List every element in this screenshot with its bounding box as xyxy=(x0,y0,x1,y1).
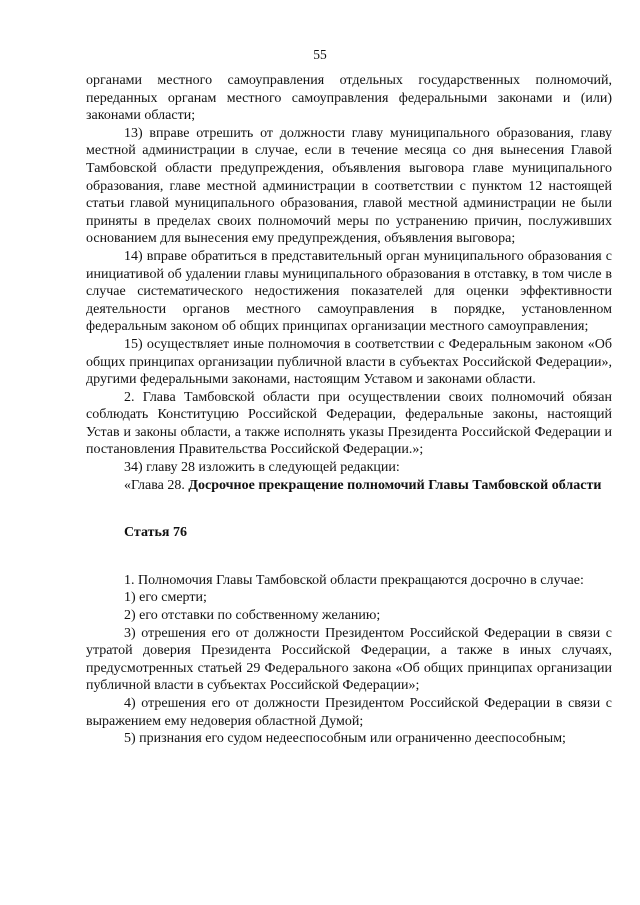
paragraph-item-15: 15) осуществляет иные полномочия в соответствии с Федеральным законом «Об общих принципах организации публичной власти в субъектах Российской Федерации», другими федеральными законами, настоящим Уставом и законами области. xyxy=(86,336,612,388)
article-heading: Статья 76 xyxy=(124,525,187,541)
paragraph-case-2: 2) его отставки по собственному желанию; xyxy=(124,608,381,624)
paragraph-part-2: 2. Глава Тамбовской области при осуществлении своих полномочий обязан соблюдать Конституцию Российской Федерации, федеральные законы, настоящий Устав и законы области, а также исполнять указы Президента Российской Федерации и постановления Правительства Российской Федерации.»; xyxy=(86,389,612,458)
chapter-title: Досрочное прекращение полномочий Главы Тамбовской области xyxy=(188,477,602,493)
paragraph-continuation: органами местного самоуправления отдельных государственных полномочий, переданных органам местного самоуправления федеральными законами и (или) законами области; xyxy=(86,73,612,124)
paragraph-case-5: 5) признания его судом недееспособным или ограниченно дееспособным; xyxy=(124,731,566,747)
chapter-heading xyxy=(86,477,612,495)
page-number: 55 xyxy=(313,47,327,62)
document-body xyxy=(86,72,612,748)
paragraph-case-1: 1) его смерти; xyxy=(124,590,207,606)
paragraph-amendment-34: 34) главу 28 изложить в следующей редакции: xyxy=(124,460,400,476)
paragraph-item-14: 14) вправе обратиться в представительный орган муниципального образования с инициативой об удалении главы муниципального образования в отставку, в том числе в случае систематического недостижения показателей для оценки эффективности деятельности органов местного самоуправления в порядке, установленном федеральным законом об общих принципах организации местного самоуправления; xyxy=(86,248,612,335)
chapter-prefix: «Глава 28. xyxy=(124,477,189,493)
paragraph-case-3: 3) отрешения его от должности Президентом Российской Федерации в связи с утратой доверия Президента Российской Федерации, а также в иных случаях, предусмотренных статьей 29 Федерального закона «Об общих принципах организации публичной власти в субъектах Российской Федерации»; xyxy=(86,625,612,694)
paragraph-item-13: 13) вправе отрешить от должности главу муниципального образования, главу местной администрации в случае, если в течение месяца со дня вынесения Главой Тамбовской области предупреждения, объявления выговора главе муниципального образования, главе местной администрации в соответствии с пунктом 12 настоящей статьи главой муниципального образования, главой местной администрации не были приняты в пределах своих полномочий меры по устранению причин, послуживших основанием для вынесения ему предупреждения, объявления выговора; xyxy=(86,125,612,247)
paragraph-part-1: 1. Полномочия Главы Тамбовской области прекращаются досрочно в случае: xyxy=(124,572,584,588)
paragraph-case-4: 4) отрешения его от должности Президентом Российской Федерации в связи с выражением ему недоверия областной Думой; xyxy=(86,696,612,729)
